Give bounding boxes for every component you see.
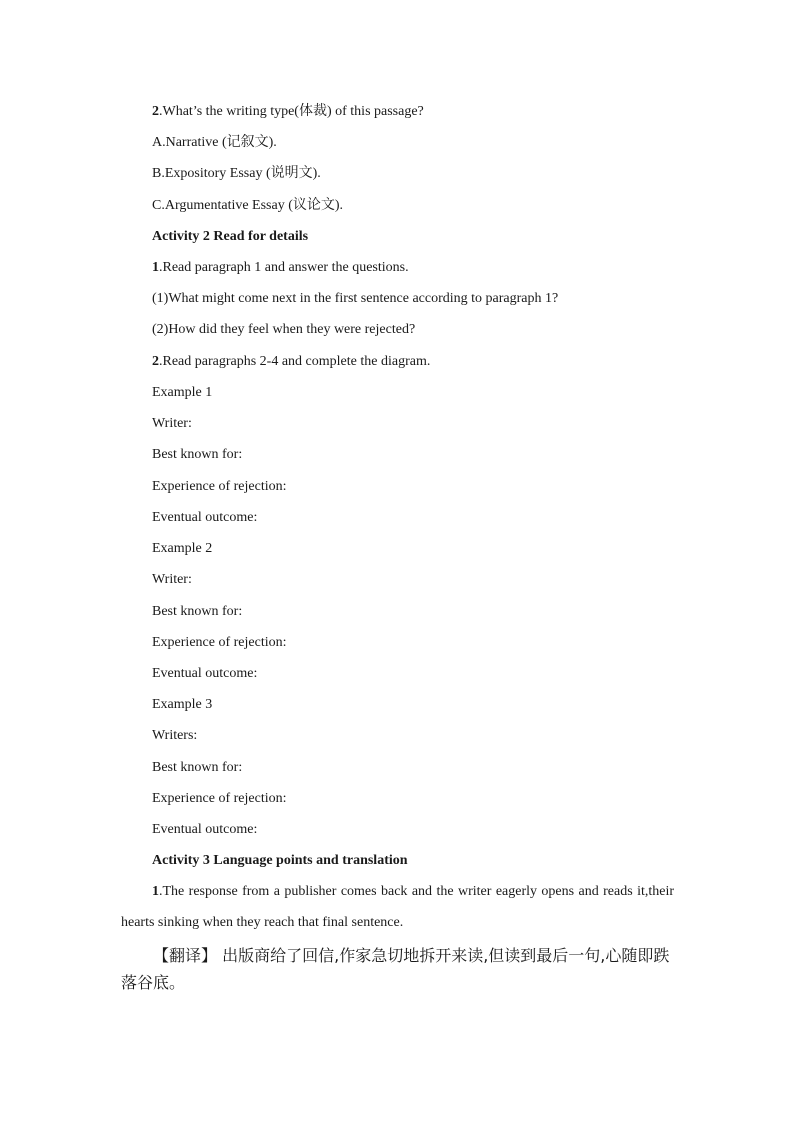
point-number: 1 [152,884,159,899]
question-number: 2 [152,104,159,119]
example-3-writer-label: Writers: [152,728,198,743]
point-text: .The response from a publisher comes back and the writer eagerly opens and reads it,their hearts sinking when they reach that final sentence. [121,884,674,930]
activity-2-question-1 [152,259,409,277]
example-1-known-label: Best known for: [152,447,243,462]
translation-text: 出版商给了回信,作家急切地拆开来读,但读到最后一句,心随即跌落谷底。 [121,946,670,992]
option-a: A.Narrative (记叙文). [152,135,277,150]
question-text: .What’s the writing type(体裁) of this passage? [159,104,424,119]
activity-3-heading: Activity 3 Language points and translation [152,853,408,868]
example-2-title: Example 2 [152,541,213,556]
question-number: 1 [152,260,159,275]
activity-2-question-2 [152,353,430,371]
example-1-outcome-label: Eventual outcome: [152,510,258,525]
question-number: 2 [152,354,159,369]
translation-label: 【翻译】 [153,946,218,965]
example-1-writer-label: Writer: [152,416,192,431]
example-2-known-label: Best known for: [152,604,243,619]
sub-question-2: (2)How did they feel when they were rejected? [152,322,416,337]
question-text: .Read paragraph 1 and answer the questions. [159,260,409,275]
option-b: B.Expository Essay (说明文). [152,166,321,181]
question-text: .Read paragraphs 2-4 and complete the diagram. [159,354,431,369]
example-3-title: Example 3 [152,697,213,712]
option-c: C.Argumentative Essay (议论文). [152,198,344,213]
language-point-1 [121,876,674,938]
example-1-title: Example 1 [152,385,213,400]
example-2-outcome-label: Eventual outcome: [152,666,258,681]
example-3-known-label: Best known for: [152,760,243,775]
example-2-rejection-label: Experience of rejection: [152,635,287,650]
sub-question-1: (1)What might come next in the first sentence according to paragraph 1? [152,291,559,306]
example-3-rejection-label: Experience of rejection: [152,791,287,806]
activity-2-heading: Activity 2 Read for details [152,229,309,244]
example-1-rejection-label: Experience of rejection: [152,479,287,494]
question-2 [152,103,424,121]
translation-block [121,942,677,996]
example-3-outcome-label: Eventual outcome: [152,822,258,837]
example-2-writer-label: Writer: [152,572,192,587]
